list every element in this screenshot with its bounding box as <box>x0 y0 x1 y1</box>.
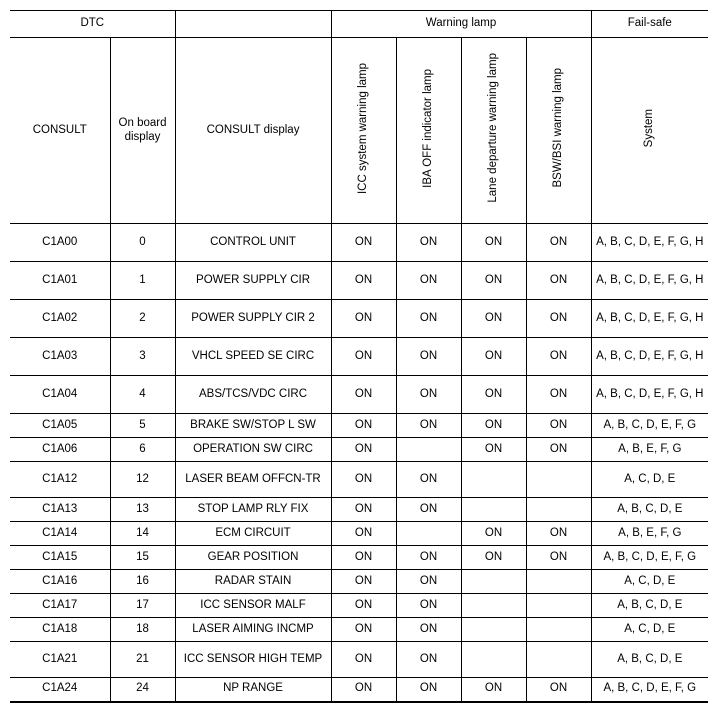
cell-bsw-bsi-warning-lamp: ON <box>526 262 591 300</box>
header-lamp-iba-label: IBA OFF indicator lamp <box>421 68 434 188</box>
cell-bsw-bsi-warning-lamp: ON <box>526 224 591 262</box>
cell-icc-system-warning-lamp: ON <box>331 546 396 570</box>
cell-iba-off-indicator-lamp: ON <box>396 498 461 522</box>
table-row <box>10 522 708 546</box>
table-row <box>10 300 708 338</box>
cell-bsw-bsi-warning-lamp <box>526 594 591 618</box>
cell-consult-code: C1A15 <box>10 546 110 570</box>
cell-bsw-bsi-warning-lamp: ON <box>526 522 591 546</box>
cell-consult-code: C1A18 <box>10 618 110 642</box>
cell-bsw-bsi-warning-lamp: ON <box>526 338 591 376</box>
cell-bsw-bsi-warning-lamp <box>526 498 591 522</box>
cell-iba-off-indicator-lamp: ON <box>396 414 461 438</box>
cell-iba-off-indicator-lamp: ON <box>396 300 461 338</box>
header-warning-lamp-group: Warning lamp <box>331 11 591 38</box>
cell-consult-code: C1A17 <box>10 594 110 618</box>
cell-consult-display: ABS/TCS/VDC CIRC <box>175 376 331 414</box>
header-system-label: System <box>643 109 656 148</box>
cell-consult-display: OPERATION SW CIRC <box>175 438 331 462</box>
cell-lane-departure-warning-lamp <box>461 462 526 498</box>
cell-onboard-display-code: 4 <box>110 376 175 414</box>
header-fail-safe-group: Fail-safe <box>591 11 708 38</box>
cell-icc-system-warning-lamp: ON <box>331 498 396 522</box>
header-lamp-lane-label: Lane departure warning lamp <box>486 53 499 204</box>
cell-bsw-bsi-warning-lamp: ON <box>526 546 591 570</box>
cell-lane-departure-warning-lamp: ON <box>461 678 526 702</box>
cell-consult-display: STOP LAMP RLY FIX <box>175 498 331 522</box>
table-row <box>10 570 708 594</box>
cell-onboard-display-code: 16 <box>110 570 175 594</box>
table-row <box>10 438 708 462</box>
cell-lane-departure-warning-lamp: ON <box>461 338 526 376</box>
cell-iba-off-indicator-lamp: ON <box>396 570 461 594</box>
cell-bsw-bsi-warning-lamp: ON <box>526 438 591 462</box>
cell-onboard-display-code: 18 <box>110 618 175 642</box>
cell-consult-display: LASER AIMING INCMP <box>175 618 331 642</box>
table-row <box>10 618 708 642</box>
cell-icc-system-warning-lamp: ON <box>331 522 396 546</box>
cell-lane-departure-warning-lamp <box>461 570 526 594</box>
cell-consult-code: C1A12 <box>10 462 110 498</box>
cell-onboard-display-code: 14 <box>110 522 175 546</box>
cell-lane-departure-warning-lamp <box>461 642 526 678</box>
cell-iba-off-indicator-lamp <box>396 438 461 462</box>
cell-icc-system-warning-lamp: ON <box>331 338 396 376</box>
cell-fail-safe-system: A, C, D, E <box>591 618 708 642</box>
cell-consult-display: VHCL SPEED SE CIRC <box>175 338 331 376</box>
cell-icc-system-warning-lamp: ON <box>331 438 396 462</box>
cell-consult-code: C1A01 <box>10 262 110 300</box>
cell-onboard-display-code: 5 <box>110 414 175 438</box>
cell-consult-code: C1A24 <box>10 678 110 702</box>
header-system <box>591 38 708 224</box>
cell-fail-safe-system: A, B, E, F, G <box>591 522 708 546</box>
cell-fail-safe-system: A, B, C, D, E, F, G, H <box>591 376 708 414</box>
header-onboard-line2: display <box>124 130 161 143</box>
cell-iba-off-indicator-lamp: ON <box>396 618 461 642</box>
cell-fail-safe-system: A, C, D, E <box>591 570 708 594</box>
cell-iba-off-indicator-lamp: ON <box>396 338 461 376</box>
cell-icc-system-warning-lamp: ON <box>331 224 396 262</box>
cell-iba-off-indicator-lamp: ON <box>396 546 461 570</box>
cell-bsw-bsi-warning-lamp: ON <box>526 414 591 438</box>
cell-onboard-display-code: 0 <box>110 224 175 262</box>
cell-icc-system-warning-lamp: ON <box>331 678 396 702</box>
cell-icc-system-warning-lamp: ON <box>331 594 396 618</box>
cell-icc-system-warning-lamp: ON <box>331 414 396 438</box>
cell-onboard-display-code: 6 <box>110 438 175 462</box>
table-row <box>10 498 708 522</box>
cell-lane-departure-warning-lamp: ON <box>461 546 526 570</box>
table-row <box>10 642 708 678</box>
header-lamp-iba <box>396 38 461 224</box>
header-lamp-icc-label: ICC system warning lamp <box>356 62 369 194</box>
cell-fail-safe-system: A, B, C, D, E, F, G <box>591 678 708 702</box>
cell-onboard-display-code: 15 <box>110 546 175 570</box>
cell-consult-code: C1A06 <box>10 438 110 462</box>
cell-onboard-display-code: 13 <box>110 498 175 522</box>
cell-consult-code: C1A13 <box>10 498 110 522</box>
cell-onboard-display-code: 17 <box>110 594 175 618</box>
cell-lane-departure-warning-lamp <box>461 618 526 642</box>
header-onboard-display <box>110 38 175 224</box>
cell-lane-departure-warning-lamp: ON <box>461 522 526 546</box>
cell-bsw-bsi-warning-lamp: ON <box>526 300 591 338</box>
table-row <box>10 462 708 498</box>
cell-lane-departure-warning-lamp: ON <box>461 262 526 300</box>
cell-iba-off-indicator-lamp: ON <box>396 678 461 702</box>
cell-onboard-display-code: 1 <box>110 262 175 300</box>
table-body <box>10 224 708 702</box>
cell-consult-code: C1A21 <box>10 642 110 678</box>
table-row <box>10 678 708 702</box>
cell-consult-display: NP RANGE <box>175 678 331 702</box>
header-lamp-icc <box>331 38 396 224</box>
cell-consult-code: C1A04 <box>10 376 110 414</box>
cell-fail-safe-system: A, B, C, D, E <box>591 498 708 522</box>
cell-consult-display: ICC SENSOR MALF <box>175 594 331 618</box>
table-row <box>10 338 708 376</box>
cell-fail-safe-system: A, B, C, D, E <box>591 594 708 618</box>
cell-bsw-bsi-warning-lamp <box>526 570 591 594</box>
cell-onboard-display-code: 21 <box>110 642 175 678</box>
table-header <box>10 11 708 224</box>
table-row <box>10 594 708 618</box>
cell-consult-code: C1A14 <box>10 522 110 546</box>
cell-fail-safe-system: A, B, C, D, E, F, G <box>591 546 708 570</box>
cell-onboard-display-code: 2 <box>110 300 175 338</box>
cell-consult-code: C1A02 <box>10 300 110 338</box>
cell-bsw-bsi-warning-lamp <box>526 618 591 642</box>
table-row <box>10 414 708 438</box>
header-lamp-lane-departure <box>461 38 526 224</box>
cell-fail-safe-system: A, B, C, D, E, F, G, H <box>591 338 708 376</box>
cell-fail-safe-system: A, B, C, D, E, F, G, H <box>591 300 708 338</box>
table-row <box>10 224 708 262</box>
table-row <box>10 262 708 300</box>
cell-consult-display: RADAR STAIN <box>175 570 331 594</box>
cell-fail-safe-system: A, B, C, D, E, F, G, H <box>591 224 708 262</box>
cell-consult-display: ECM CIRCUIT <box>175 522 331 546</box>
header-lamp-bsw-bsi <box>526 38 591 224</box>
cell-lane-departure-warning-lamp: ON <box>461 438 526 462</box>
cell-iba-off-indicator-lamp: ON <box>396 462 461 498</box>
cell-consult-code: C1A03 <box>10 338 110 376</box>
cell-onboard-display-code: 3 <box>110 338 175 376</box>
cell-consult-display: LASER BEAM OFFCN-TR <box>175 462 331 498</box>
cell-consult-code: C1A16 <box>10 570 110 594</box>
cell-lane-departure-warning-lamp: ON <box>461 376 526 414</box>
cell-onboard-display-code: 24 <box>110 678 175 702</box>
cell-lane-departure-warning-lamp <box>461 498 526 522</box>
cell-consult-display: BRAKE SW/STOP L SW <box>175 414 331 438</box>
cell-consult-display: CONTROL UNIT <box>175 224 331 262</box>
cell-icc-system-warning-lamp: ON <box>331 642 396 678</box>
dtc-fail-safe-table <box>10 10 708 703</box>
cell-consult-code: C1A05 <box>10 414 110 438</box>
cell-consult-code: C1A00 <box>10 224 110 262</box>
cell-fail-safe-system: A, B, C, D, E, F, G <box>591 414 708 438</box>
cell-icc-system-warning-lamp: ON <box>331 618 396 642</box>
cell-onboard-display-code: 12 <box>110 462 175 498</box>
table-row <box>10 376 708 414</box>
cell-fail-safe-system: A, C, D, E <box>591 462 708 498</box>
cell-fail-safe-system: A, B, C, D, E <box>591 642 708 678</box>
cell-icc-system-warning-lamp: ON <box>331 262 396 300</box>
cell-icc-system-warning-lamp: ON <box>331 570 396 594</box>
header-row-group <box>10 11 708 38</box>
cell-lane-departure-warning-lamp <box>461 594 526 618</box>
cell-lane-departure-warning-lamp: ON <box>461 414 526 438</box>
header-row-columns <box>10 38 708 224</box>
cell-iba-off-indicator-lamp: ON <box>396 262 461 300</box>
cell-consult-display: POWER SUPPLY CIR 2 <box>175 300 331 338</box>
header-consult-display: CONSULT display <box>175 38 331 224</box>
header-onboard-line1: On board <box>118 116 167 129</box>
cell-consult-display: POWER SUPPLY CIR <box>175 262 331 300</box>
cell-iba-off-indicator-lamp <box>396 522 461 546</box>
cell-bsw-bsi-warning-lamp: ON <box>526 376 591 414</box>
cell-fail-safe-system: A, B, C, D, E, F, G, H <box>591 262 708 300</box>
cell-bsw-bsi-warning-lamp <box>526 462 591 498</box>
header-consult: CONSULT <box>10 38 110 224</box>
cell-fail-safe-system: A, B, E, F, G <box>591 438 708 462</box>
header-dtc-group: DTC <box>10 11 175 38</box>
cell-iba-off-indicator-lamp: ON <box>396 224 461 262</box>
cell-icc-system-warning-lamp: ON <box>331 300 396 338</box>
header-lamp-bsw-label: BSW/BSI warning lamp <box>551 68 564 188</box>
cell-icc-system-warning-lamp: ON <box>331 376 396 414</box>
header-blank-cell <box>175 11 331 38</box>
cell-bsw-bsi-warning-lamp <box>526 642 591 678</box>
cell-iba-off-indicator-lamp: ON <box>396 642 461 678</box>
cell-lane-departure-warning-lamp: ON <box>461 224 526 262</box>
cell-consult-display: GEAR POSITION <box>175 546 331 570</box>
cell-bsw-bsi-warning-lamp: ON <box>526 678 591 702</box>
cell-consult-display: ICC SENSOR HIGH TEMP <box>175 642 331 678</box>
table-row <box>10 546 708 570</box>
cell-lane-departure-warning-lamp: ON <box>461 300 526 338</box>
cell-iba-off-indicator-lamp: ON <box>396 594 461 618</box>
cell-icc-system-warning-lamp: ON <box>331 462 396 498</box>
cell-iba-off-indicator-lamp: ON <box>396 376 461 414</box>
